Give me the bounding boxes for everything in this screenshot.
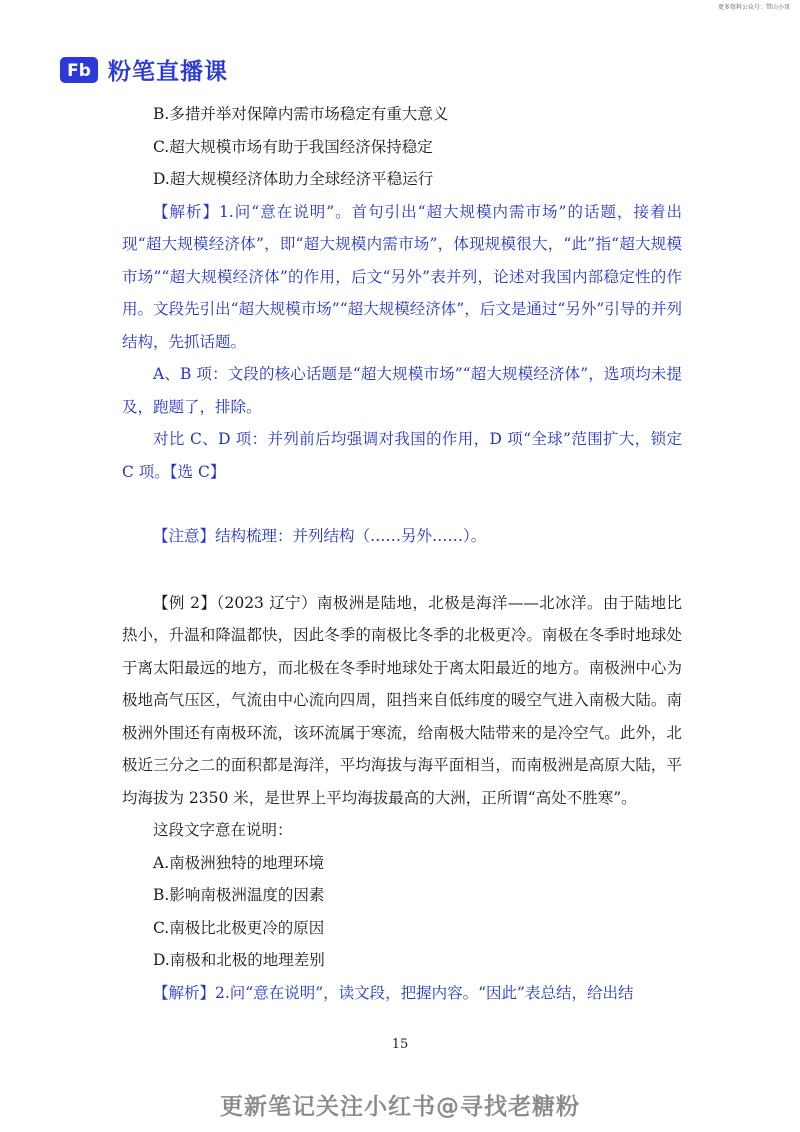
top-source-note: 更多资料公众号：带山小哥 xyxy=(717,4,790,11)
fenbi-logo-icon xyxy=(60,57,98,83)
brand-header xyxy=(60,53,228,86)
analysis-2: 【解析】2.问“意在说明”，读文段，把握内容。“因此”表总结，给出结 xyxy=(153,983,634,1002)
question-option-a: A.南极洲独特的地理环境 xyxy=(153,853,325,872)
page-body xyxy=(122,98,682,1009)
option-b: B.多措并举对保障内需市场稳定有重大意义 xyxy=(153,105,449,123)
logo-text: Fb xyxy=(67,60,91,81)
question-option-c: C.南极比北极更冷的原因 xyxy=(153,918,325,937)
analysis-ab: A、B 项：文段的核心话题是“超大规模市场”“超大规模经济体”，选项均未提及，跑题了，排除。 xyxy=(122,365,682,416)
brand-name: 粉笔直播课 xyxy=(108,59,228,85)
spacer xyxy=(122,488,682,520)
structure-note: 【注意】结构梳理：并列结构（……另外……）。 xyxy=(153,527,487,545)
option-c: C.超大规模市场有助于我国经济保持稳定 xyxy=(153,137,433,156)
question-option-b: B.影响南极洲温度的因素 xyxy=(153,886,325,904)
question-option-d: D.南极和北极的地理差别 xyxy=(153,951,325,969)
page-number: 15 xyxy=(391,1037,409,1052)
analysis-1: 【解析】1.问“意在说明”。首句引出“超大规模内需市场”的话题，接着出现“超大规模经济体”，即“超大规模内需市场”，体现规模很大，“此”指“超大规模市场”“超大规模经济体”的作用，后文“另外”表并列，论述对我国内部稳定性的作用。文段先引出“超大规模市场”“超大规模经济体”，后文是通过“另外”引导的并列结构，先抓话题。 xyxy=(122,202,682,351)
option-d: D.超大规模经济体助力全球经济平稳运行 xyxy=(153,170,434,188)
watermark-text: 更新笔记关注小红书@寻找老糖粉 xyxy=(220,1094,580,1120)
spacer xyxy=(122,553,682,587)
question-stem: 这段文字意在说明： xyxy=(153,821,293,839)
example-2-passage: 【例 2】（2023 辽宁）南极洲是陆地，北极是海洋——北冰洋。由于陆地比热小，升温和降温都快，因此冬季的南极比冬季的北极更冷。南极在冬季时地球处于离太阳最远的地方，而北极在冬季时地球处于离太阳最近的地方。南极洲中心为极地高气压区，气流由中心流向四周，阻挡来自低纬度的暖空气进入南极大陆。南极洲外围还有南极环流，该环流属于寒流，给南极大陆带来的是冷空气。此外，北极近三分之二的面积都是海洋，平均海拔与海平面相当，而南极洲是高原大陆，平均海拔为 2350 米，是世界上平均海拔最高的大洲，正所谓“高处不胜寒”。 xyxy=(122,593,682,807)
analysis-cd: 对比 C、D 项：并列前后均强调对我国的作用，D 项“全球”范围扩大，锁定 C 项。【选 C】 xyxy=(122,430,682,481)
